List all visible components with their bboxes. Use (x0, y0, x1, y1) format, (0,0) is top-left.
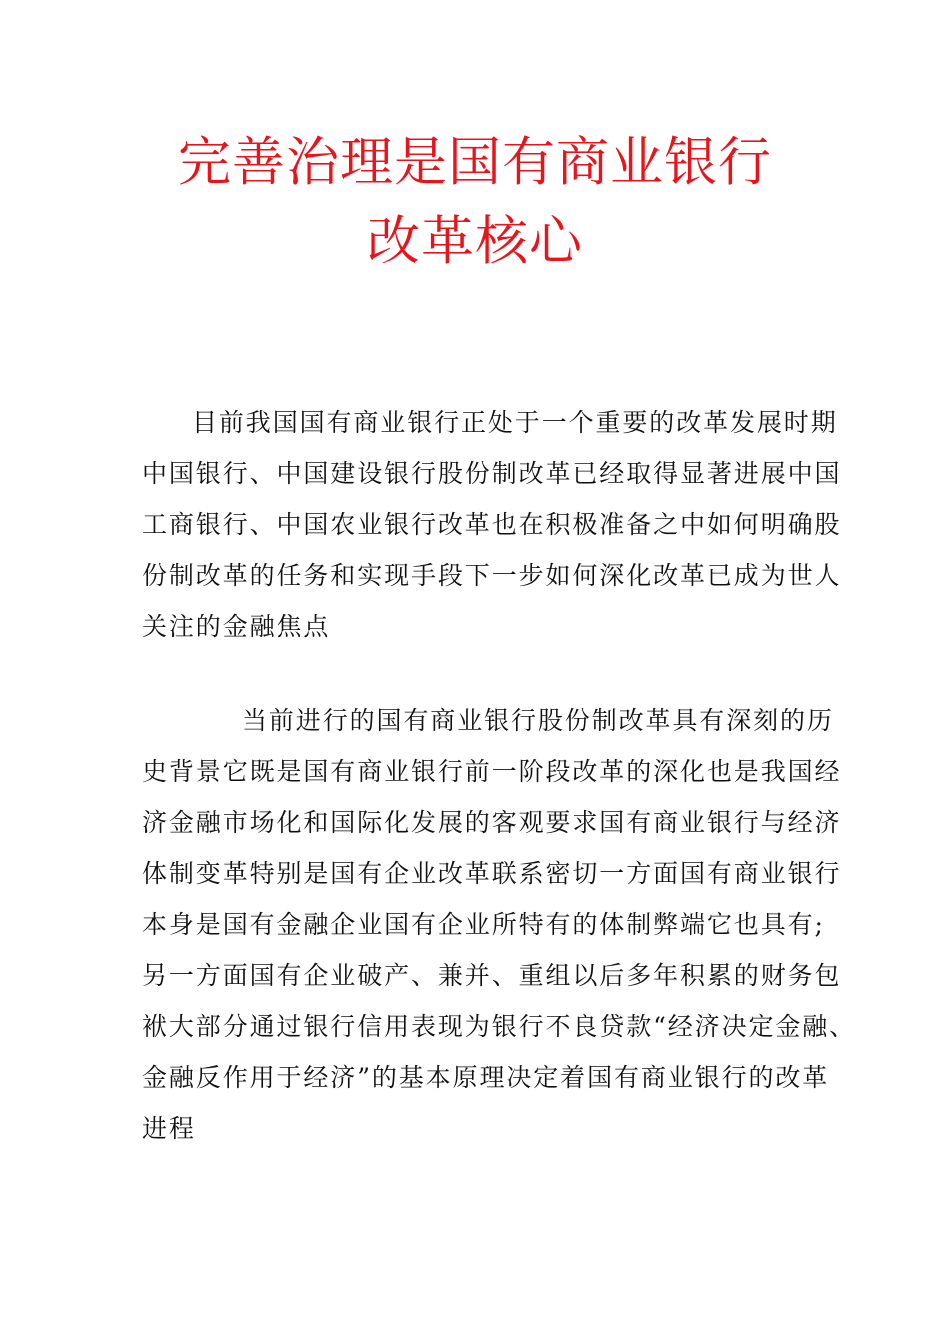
paragraph-1-line-2: 中国银行、中国建设银行股份制改革已经取得显著进展中国 (142, 459, 842, 488)
paragraph-1-line-3: 工商银行、中国农业银行改革也在积极准备之中如何明确股 (142, 510, 842, 539)
paragraph-2-line-9: 进程 (142, 1114, 196, 1143)
document-title-line-2: 改革核心 (367, 211, 583, 272)
paragraph-2-line-3: 济金融市场化和国际化发展的客观要求国有商业银行与经济 (142, 808, 842, 837)
paragraph-2-line-8: 金融反作用于经济”的基本原理决定着国有商业银行的改革 (142, 1063, 830, 1092)
paragraph-2 (142, 706, 857, 1146)
document-title-line-1: 完善治理是国有商业银行 (178, 132, 772, 193)
paragraph-1-line-5: 关注的金融焦点 (142, 612, 331, 641)
paragraph-2-line-6: 另一方面国有企业破产、兼并、重组以后多年积累的财务包 (142, 961, 842, 990)
paragraph-2-line-4: 体制变革特别是国有企业改革联系密切一方面国有商业银行 (142, 859, 842, 888)
paragraph-2-line-2: 史背景它既是国有商业银行前一阶段改革的深化也是我国经 (142, 757, 842, 786)
paragraph-1 (142, 408, 842, 641)
paragraph-1-line-4: 份制改革的任务和实现手段下一步如何深化改革已成为世人 (142, 561, 842, 590)
paragraph-1-line-1: 目前我国国有商业银行正处于一个重要的改革发展时期 (192, 408, 838, 437)
paragraph-2-line-5: 本身是国有金融企业国有企业所特有的体制弊端它也具有; (142, 910, 825, 939)
paragraph-2-line-7: 袱大部分通过银行信用表现为银行不良贷款“经济决定金融、 (142, 1012, 857, 1041)
paragraph-2-line-1: 当前进行的国有商业银行股份制改革具有深刻的历 (242, 706, 834, 735)
